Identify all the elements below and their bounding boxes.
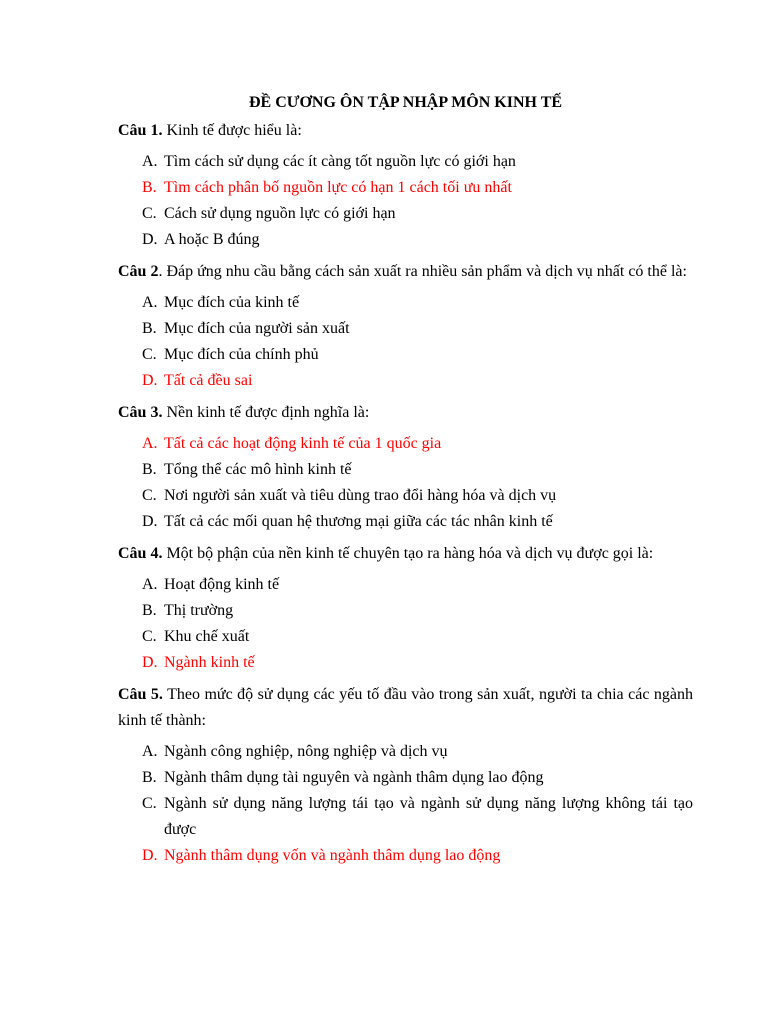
option-text: Tìm cách sử dụng các ít càng tốt nguồn lực có giới hạn — [164, 153, 516, 170]
option-letter: D. — [142, 654, 158, 671]
option-text: Mục đích của người sản xuất — [164, 320, 350, 337]
option-b — [118, 457, 693, 483]
question-text — [118, 682, 693, 734]
question-label: Câu 1. — [118, 122, 163, 139]
option-letter: B. — [142, 179, 157, 196]
option-b — [118, 175, 693, 201]
option-text: Tìm cách phân bố nguồn lực có hạn 1 cách tối ưu nhất — [164, 179, 512, 196]
option-text: Tất cả các hoạt động kinh tế của 1 quốc gia — [164, 435, 442, 452]
option-letter: A. — [142, 743, 158, 760]
option-text: Cách sử dụng nguồn lực có giới hạn — [164, 205, 396, 222]
question-1 — [118, 118, 693, 253]
option-text: Tổng thể các mô hình kinh tế — [164, 461, 352, 478]
option-text: Ngành công nghiệp, nông nghiệp và dịch vụ — [164, 743, 448, 760]
question-label: Câu 2 — [118, 263, 159, 280]
option-letter: C. — [142, 628, 157, 645]
option-text: Tất cả đều sai — [164, 372, 253, 389]
question-stem: Kinh tế được hiểu là: — [162, 122, 302, 139]
option-a — [118, 290, 693, 316]
option-d — [118, 650, 693, 676]
option-c — [118, 624, 693, 650]
option-letter: D. — [142, 847, 158, 864]
option-letter: A. — [142, 576, 158, 593]
option-c — [118, 201, 693, 227]
question-label: Câu 5. — [118, 686, 163, 703]
question-text — [118, 259, 693, 285]
option-b — [118, 765, 693, 791]
option-a — [118, 572, 693, 598]
option-letter: C. — [142, 795, 157, 812]
question-stem: Một bộ phận của nền kinh tế chuyên tạo ra hàng hóa và dịch vụ được gọi là: — [162, 545, 654, 562]
option-text: A hoặc B đúng — [164, 231, 260, 248]
option-letter: D. — [142, 372, 158, 389]
option-text: Tất cả các mối quan hệ thương mại giữa các tác nhân kinh tế — [164, 513, 553, 530]
question-text — [118, 118, 693, 144]
option-d — [118, 227, 693, 253]
question-label: Câu 3. — [118, 404, 163, 421]
option-letter: C. — [142, 487, 157, 504]
option-text: Thị trường — [164, 602, 234, 619]
option-letter: B. — [142, 769, 157, 786]
question-4 — [118, 541, 693, 676]
option-text: Mục đích của chính phủ — [164, 346, 319, 363]
option-d — [118, 843, 693, 869]
option-list — [118, 572, 693, 676]
option-d — [118, 509, 693, 535]
option-text: Ngành thâm dụng tài nguyên và ngành thâm dụng lao động — [164, 769, 544, 786]
option-list — [118, 290, 693, 394]
option-text: Hoạt động kinh tế — [164, 576, 280, 593]
question-3 — [118, 400, 693, 535]
question-2 — [118, 259, 693, 394]
option-letter: D. — [142, 231, 158, 248]
option-letter: D. — [142, 513, 158, 530]
question-text — [118, 400, 693, 426]
option-letter: A. — [142, 435, 158, 452]
option-letter: B. — [142, 602, 157, 619]
option-letter: C. — [142, 346, 157, 363]
question-label: Câu 4. — [118, 545, 163, 562]
option-d — [118, 368, 693, 394]
question-stem: Nền kinh tế được định nghĩa là: — [162, 404, 370, 421]
document-page — [118, 92, 693, 875]
option-c — [118, 342, 693, 368]
option-c — [118, 483, 693, 509]
option-a — [118, 431, 693, 457]
option-list — [118, 739, 693, 869]
question-stem: Theo mức độ sử dụng các yếu tố đầu vào trong sản xuất, người ta chia các ngành kinh tế thành: — [118, 686, 694, 729]
document-title: ĐỀ CƯƠNG ÔN TẬP NHẬP MÔN KINH TẾ — [248, 94, 563, 111]
option-text: Khu chế xuất — [164, 628, 250, 645]
option-letter: A. — [142, 153, 158, 170]
question-5 — [118, 682, 693, 869]
option-letter: B. — [142, 320, 157, 337]
option-a — [118, 149, 693, 175]
option-list — [118, 431, 693, 535]
question-stem: . Đáp ứng nhu cầu bằng cách sản xuất ra nhiều sản phẩm và dịch vụ nhất có thể là: — [158, 263, 687, 280]
question-text — [118, 541, 693, 567]
option-text: Ngành sử dụng năng lượng tái tạo và ngành sử dụng năng lượng không tái tạo được — [164, 795, 693, 838]
option-b — [118, 598, 693, 624]
option-letter: B. — [142, 461, 157, 478]
option-text: Ngành thâm dụng vốn và ngành thâm dụng lao động — [164, 847, 501, 864]
option-a — [118, 739, 693, 765]
option-b — [118, 316, 693, 342]
option-c — [118, 791, 693, 843]
option-list — [118, 149, 693, 253]
option-letter: C. — [142, 205, 157, 222]
option-text: Nơi người sản xuất và tiêu dùng trao đổi hàng hóa và dịch vụ — [164, 487, 557, 504]
option-letter: A. — [142, 294, 158, 311]
option-text: Mục đích của kinh tế — [164, 294, 300, 311]
option-text: Ngành kinh tế — [164, 654, 255, 671]
